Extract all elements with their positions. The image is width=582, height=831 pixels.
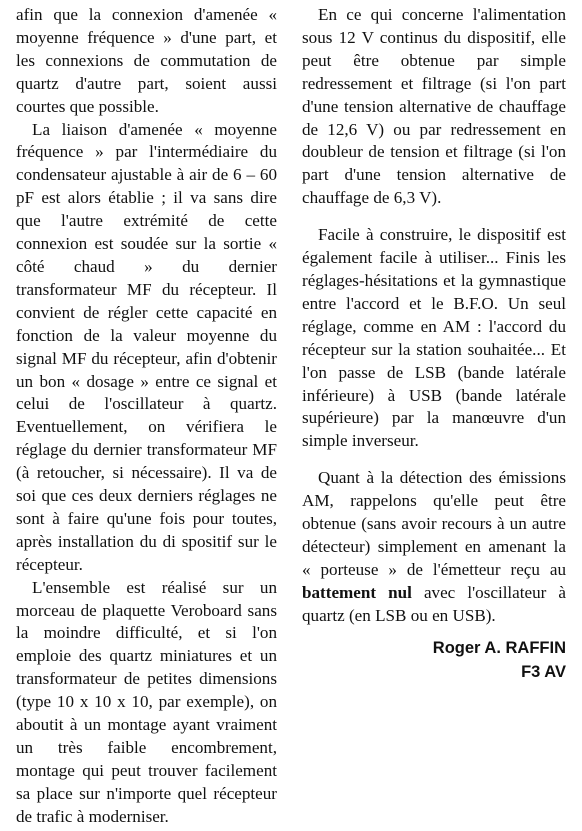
paragraph-alimentation: En ce qui concerne l'alimentation sous 12 V continus du dispositif, elle peut être obtenue par simple redressement et filtrage (si l'on part d'une tension alternative de chauffage de 12,6 V) ou par redressement en doubleur de tension et filtrage (si l'on part d'une tension alternative de chauffage de 6,3 V). [302,5,566,208]
left-column [16,4,277,829]
paragraph-veroboard: L'ensemble est réalisé sur un morceau de plaquette Veroboard sans la moindre difficulté, et si l'on emploie des quartz miniatures et un transformateur de petites dimensions (type 10 x 10 x 10, par exemple), on aboutit à un montage ayant vraiment un très faible encombrement, montage qui peut trouver facilement sa place sur n'importe quel récepteur de trafic à moderniser. [16,577,277,826]
detection-text-bold: battement nul [302,582,412,602]
author-callsign: F3 AV [521,662,566,681]
right-column [302,4,566,684]
author-name: Roger A. RAFFIN [432,638,566,657]
detection-text-after: avec l'oscillateur à quartz (en LSB ou en USB). [302,582,566,625]
paragraph-utilisation: Facile à construire, le dispositif est également facile à utiliser... Finis les réglages-hésitations et la gymnastique entre l'accord et le B.F.O. Un seul réglage, comme en AM : l'accord du récepteur sur la station souhaitée... Et l'on passe de LSB (bande latérale inférieure) à USB (bande latérale supérieure) par la manœuvre d'un simple inverseur. [302,225,566,451]
paragraph-connexions: afin que la connexion d'amenée « moyenne fréquence » d'une part, et les connexions de commutation de quartz d'autre part, soient aussi courtes que possible. [16,5,277,116]
paragraph-detection-am [302,467,566,627]
detection-text-before: Quant à la détection des émissions AM, rappelons qu'elle peut être obtenue (sans avoir recours à un autre détecteur) simplement en amenant la « porteuse » de l'émetteur reçu au [302,468,566,579]
paragraph-liaison: La liaison d'amenée « moyenne fréquence » par l'intermédiaire du condensateur ajustable à air de 6 – 60 pF est alors établie ; il va sans dire que l'autre extrémité de cette connexion est soudée sur la sortie « côté chaud » du dernier transformateur MF du récepteur. Il convient de régler cette capacité en fonction de la valeur moyenne du signal MF du récepteur, afin d'obtenir un bon « dosage » entre ce signal et celui de l'oscillateur à quartz. Eventuellement, on vérifiera le réglage du dernier transformateur MF (à retoucher, si nécessaire). Il va de soi que ces deux derniers réglages ne sont à faire qu'une fois pour toutes, après installation du di spositif sur le récepteur. [16,119,277,574]
